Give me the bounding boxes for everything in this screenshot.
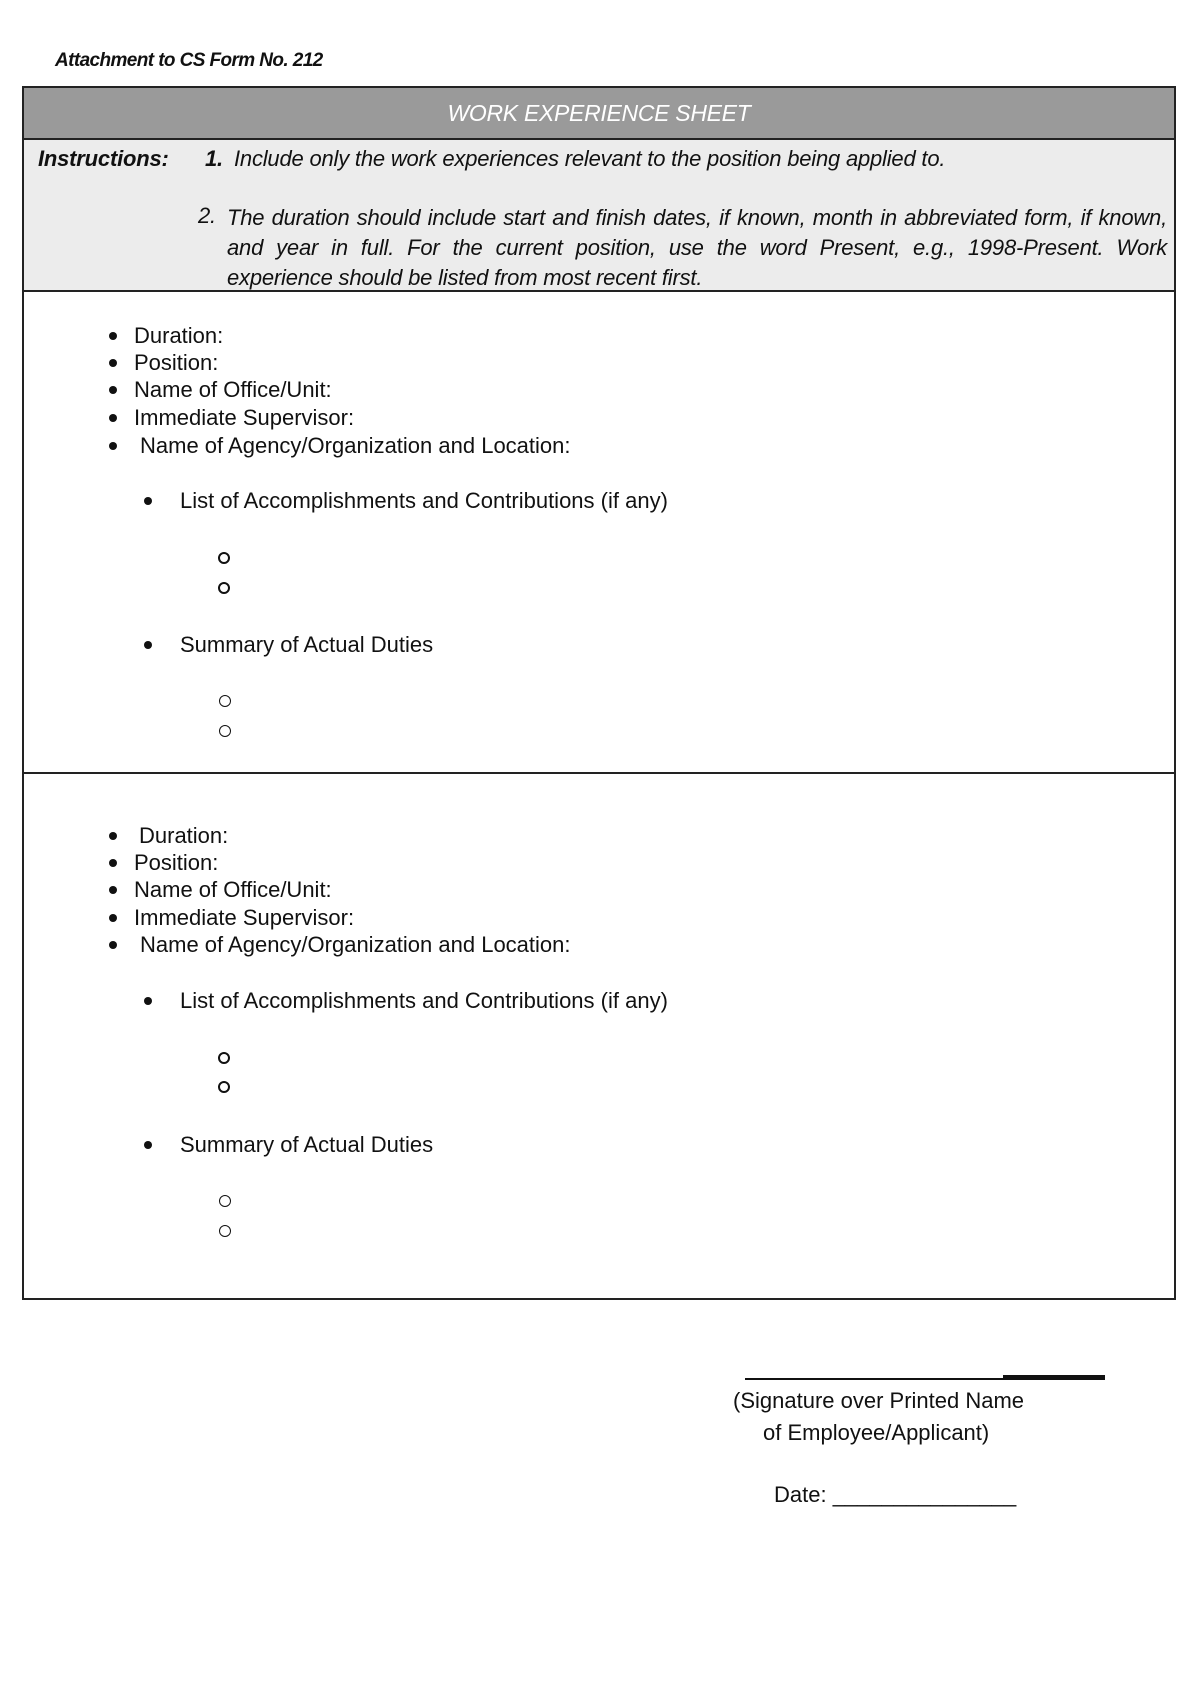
agency-location-field: Name of Agency/Organization and Location:	[140, 932, 571, 957]
work-experience-form	[22, 86, 1176, 1300]
signature-line-accent	[1003, 1375, 1105, 1379]
duties-heading: Summary of Actual Duties	[180, 1132, 434, 1157]
sub-bullet-icon	[219, 1195, 231, 1207]
sub-bullet-icon	[219, 695, 231, 707]
duties-heading: Summary of Actual Duties	[180, 632, 434, 657]
bullet-icon	[109, 332, 117, 340]
bullet-icon	[144, 497, 152, 505]
signature-caption-line1: (Signature over Printed Name	[733, 1388, 1025, 1413]
accomplishments-heading: List of Accomplishments and Contributions (if any)	[180, 488, 668, 513]
instructions-panel	[24, 140, 1174, 292]
office-unit-field: Name of Office/Unit:	[134, 877, 332, 902]
sub-bullet-icon	[218, 1081, 230, 1093]
bullet-icon	[109, 442, 117, 450]
duration-field: Duration:	[134, 323, 224, 348]
duration-field: Duration:	[139, 823, 229, 848]
agency-location-field: Name of Agency/Organization and Location:	[140, 433, 571, 458]
signature-caption-line2: of Employee/Applicant)	[763, 1420, 990, 1445]
instruction-2-text: The duration should include start and finish dates, if known, month in abbreviated form, if known, and year in full. For the current position, use the word Present, e.g., 1998-Present. Work experience should be listed from most recent first.	[227, 205, 1167, 290]
attachment-label: Attachment to CS Form No. 212	[55, 50, 323, 71]
accomplishments-heading: List of Accomplishments and Contributions (if any)	[180, 988, 668, 1013]
position-field: Position:	[134, 850, 219, 875]
sub-bullet-icon	[219, 725, 231, 737]
bullet-icon	[109, 859, 117, 867]
sub-bullet-icon	[218, 552, 230, 564]
sheet-title: WORK EXPERIENCE SHEET	[24, 88, 1174, 140]
bullet-icon	[109, 886, 117, 894]
supervisor-field: Immediate Supervisor:	[134, 405, 355, 430]
position-field: Position:	[134, 350, 219, 375]
supervisor-field: Immediate Supervisor:	[134, 905, 355, 930]
instruction-2-number: 2.	[198, 203, 216, 228]
sub-bullet-icon	[218, 1052, 230, 1064]
bullet-icon	[144, 997, 152, 1005]
instruction-1-text: Include only the work experiences relevant to the position being applied to.	[234, 146, 946, 171]
office-unit-field: Name of Office/Unit:	[134, 377, 332, 402]
bullet-icon	[109, 359, 117, 367]
instructions-label: Instructions:	[38, 146, 169, 171]
bullet-icon	[109, 832, 117, 840]
date-field: Date: _______________	[774, 1482, 1017, 1507]
sub-bullet-icon	[219, 1225, 231, 1237]
bullet-icon	[144, 641, 152, 649]
work-experience-entry	[24, 774, 1174, 1298]
work-experience-entry	[24, 292, 1174, 774]
bullet-icon	[109, 914, 117, 922]
sub-bullet-icon	[218, 582, 230, 594]
bullet-icon	[109, 386, 117, 394]
instruction-1-number: 1.	[205, 146, 223, 171]
bullet-icon	[109, 941, 117, 949]
bullet-icon	[144, 1141, 152, 1149]
bullet-icon	[109, 414, 117, 422]
